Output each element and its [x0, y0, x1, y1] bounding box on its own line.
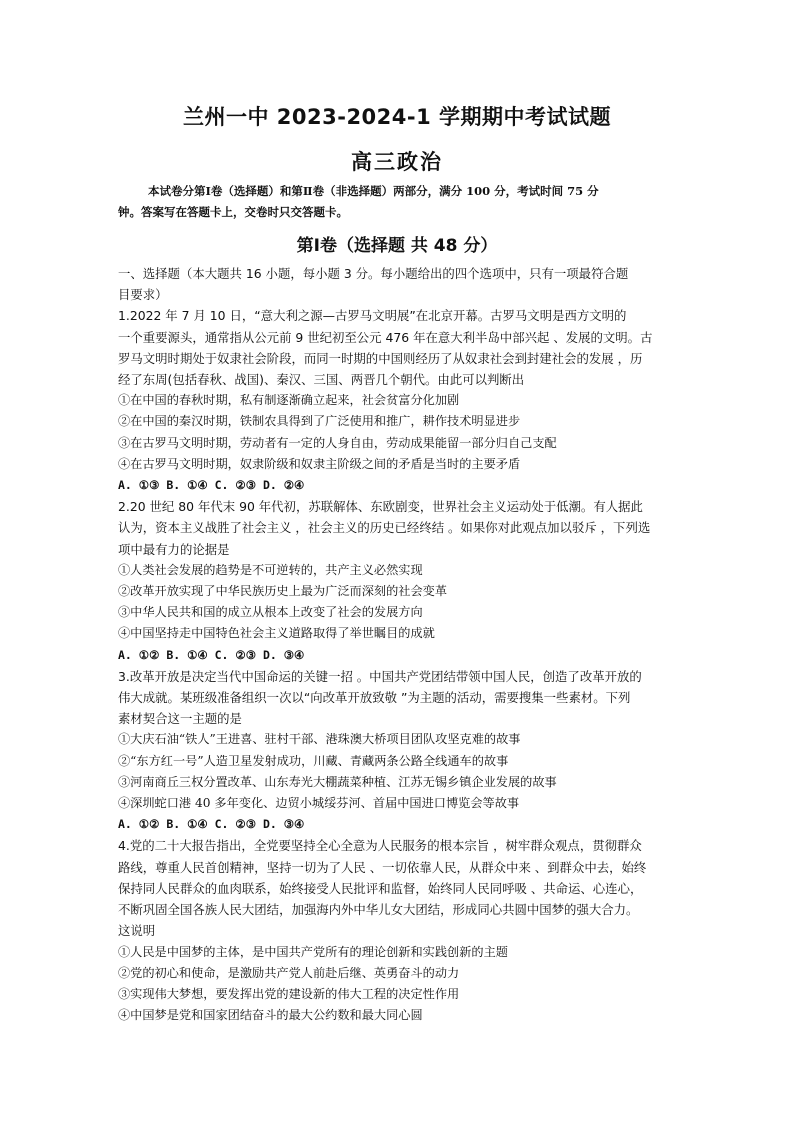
- exam-subject: 高三政治: [351, 150, 443, 174]
- question-stem-line: 3.改革开放是决定当代中国命运的关键一招 。中国共产党团结带领中国人民，创造了改革开放的: [118, 668, 642, 684]
- statement-option: ①在中国的春秋时期，私有制逐渐确立起来，社会贫富分化加剧: [118, 393, 460, 408]
- statement-option: ③实现伟大梦想，要发挥出党的建设新的伟大工程的决定性作用: [118, 986, 460, 1001]
- question-stem-line: 4.党的二十大报告指出，全党要坚持全心全意为人民服务的根本宗旨 ，树牢群众观点，贯彻群众: [118, 838, 642, 854]
- statement-option: ②改革开放实现了中华民族历史上最为广泛而深刻的社会变革: [118, 584, 448, 599]
- answer-choices: A. ①③ B. ①④ C. ②③ D. ②④: [118, 478, 305, 493]
- question-stem-line: 伟大成就。某班级准备组织一次以“向改革开放致敬 ”为主题的活动，需要搜集一些素材。下列: [118, 690, 631, 706]
- question-stem-line: 经了东周(包括春秋、战国)、秦汉、三国、两晋几个朝代。由此可以判断出: [118, 372, 525, 388]
- question-stem-line: 素材契合这一主题的是: [118, 711, 242, 727]
- instructions-line: 本试卷分第Ⅰ卷（选择题）和第Ⅱ卷（非选择题）两部分，满分 100 分，考试时间 75 分: [148, 184, 599, 198]
- statement-option: ③在古罗马文明时期，劳动者有一定的人身自由，劳动成果能留一部分归自己支配: [118, 435, 557, 450]
- statement-option: ②“东方红一号”人造卫星发射成功，川藏、青藏两条公路全线通车的故事: [118, 753, 509, 768]
- exam-title: 兰州一中 2023-2024-1 学期期中考试试题: [182, 105, 612, 129]
- question-1: [118, 305, 688, 496]
- statement-option: ①人类社会发展的趋势是不可逆转的，共产主义必然实现: [118, 562, 423, 577]
- question-stem-line: 1.2022 年 7 月 10 日，“意大利之源—古罗马文明展”在北京开幕。古罗马文明是西方文明的: [118, 308, 627, 324]
- question-stem-line: 不断巩固全国各族人民大团结，加强海内外中华儿女大团结，形成同心共圆中国梦的强大合力。: [118, 902, 639, 918]
- statement-option: ②在中国的秦汉时期，铁制农具得到了广泛使用和推广，耕作技术明显进步: [118, 414, 521, 429]
- section-instruction: 目要求）: [118, 287, 168, 303]
- statement-option: ④在古罗马文明时期，奴隶阶级和奴隶主阶级之间的矛盾是当时的主要矛盾: [118, 456, 521, 471]
- question-stem-line: 项中最有力的论据是: [118, 541, 230, 557]
- exam-instructions: [118, 181, 678, 223]
- answer-choices: A. ①② B. ①④ C. ②③ D. ③④: [118, 817, 305, 832]
- section-title: 第Ⅰ卷（选择题 共 48 分）: [296, 236, 498, 256]
- question-4: [118, 835, 688, 1026]
- statement-option: ④深圳蛇口港 40 多年变化、边贸小城绥芬河、首届中国进口博览会等故事: [118, 796, 520, 811]
- answer-choices: A. ①② B. ①④ C. ②③ D. ③④: [118, 647, 305, 662]
- statement-option: ①大庆石油“铁人”王进喜、驻村干部、港珠澳大桥项目团队攻坚克难的故事: [118, 732, 521, 747]
- questions-area: [118, 263, 688, 1026]
- statement-option: ③中华人民共和国的成立从根本上改变了社会的发展方向: [118, 605, 423, 620]
- question-stem-line: 这说明: [118, 923, 156, 939]
- question-stem-line: 罗马文明时期处于奴隶社会阶段，而同一时期的中国则经历了从奴隶社会到封建社会的发展 ，历: [118, 350, 643, 366]
- question-stem-line: 保持同人民群众的血肉联系，始终接受人民批评和监督，始终同人民同呼吸 、共命运、心连心，: [118, 880, 643, 896]
- section-instruction: 一、选择题（本大题共 16 小题，每小题 3 分。每小题给出的四个选项中，只有一项最符合题: [118, 266, 629, 281]
- statement-option: ③河南商丘三权分置改革、山东寿光大棚蔬菜种植、江苏无锡乡镇企业发展的故事: [118, 774, 557, 789]
- question-stem-line: 认为，资本主义战胜了社会主义 ，社会主义的历史已经终结 。如果你对此观点加以驳斥 ，下列选: [118, 520, 651, 536]
- question-stem-line: 路线，尊重人民首创精神，坚持一切为了人民 、一切依靠人民，从群众中来 、到群众中去，始终: [118, 859, 647, 875]
- question-3: [118, 666, 688, 836]
- question-2: [118, 496, 688, 666]
- statement-option: ②党的初心和使命，是激励共产党人前赴后继、英勇奋斗的动力: [118, 965, 460, 980]
- question-stem-line: 一个重要源头，通常指从公元前 9 世纪初至公元 476 年在意大利半岛中部兴起 、发展的文明。古: [118, 329, 653, 345]
- statement-option: ④中国坚持走中国特色社会主义道路取得了举世瞩目的成就: [118, 626, 435, 641]
- statement-option: ④中国梦是党和国家团结奋斗的最大公约数和最大同心圆: [118, 1008, 423, 1023]
- statement-option: ①人民是中国梦的主体，是中国共产党所有的理论创新和实践创新的主题: [118, 944, 508, 959]
- question-stem-line: 2.20 世纪 80 年代末 90 年代初，苏联解体、东欧剧变，世界社会主义运动处于低潮。有人据此: [118, 499, 643, 515]
- instructions-line: 钟。答案写在答题卡上，交卷时只交答题卡。: [118, 205, 348, 219]
